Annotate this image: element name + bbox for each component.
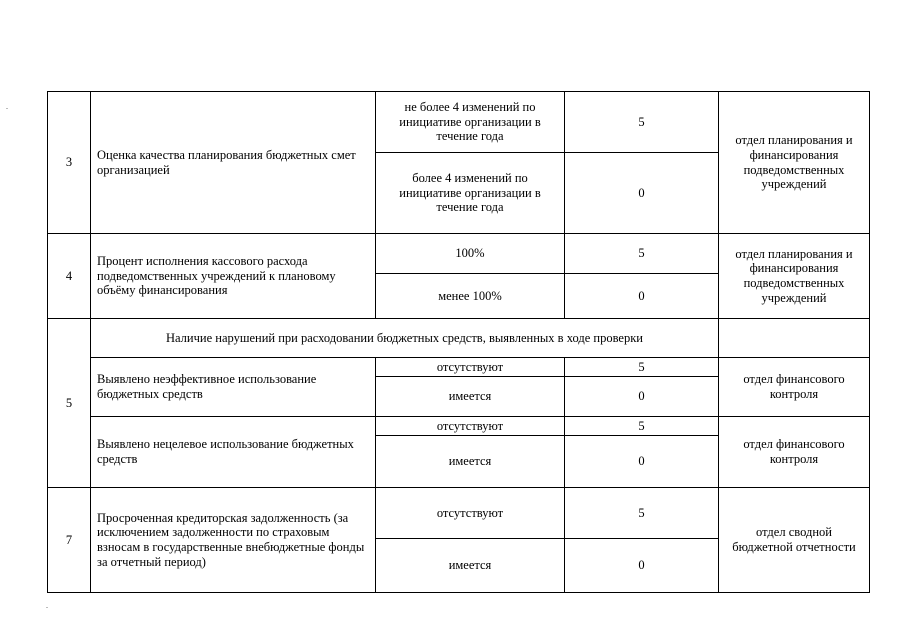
criterion-cell: отсутствуют [376, 488, 565, 539]
criterion-cell: имеется [376, 377, 565, 417]
indicator-cell: Выявлено нецелевое использование бюджетных средств [91, 417, 376, 488]
criterion-cell: отсутствуют [376, 358, 565, 377]
department-cell: отдел финансового контроля [719, 358, 870, 417]
score-cell: 5 [565, 417, 719, 436]
score-cell: 5 [565, 358, 719, 377]
score-cell: 5 [565, 488, 719, 539]
row-number: 7 [48, 488, 91, 593]
score-cell: 0 [565, 539, 719, 593]
table-row [48, 319, 870, 358]
table-row [48, 234, 870, 274]
criterion-cell: менее 100% [376, 274, 565, 319]
row-number: 4 [48, 234, 91, 319]
indicator-cell: Просроченная кредиторская задолженность (за исключением задолженности по страховым взносам в государственные внебюджетные фонды за отчетный период) [91, 488, 376, 593]
criteria-table [47, 91, 870, 593]
score-cell: 5 [565, 234, 719, 274]
score-cell: 0 [565, 436, 719, 488]
table-row [48, 417, 870, 436]
score-cell: 5 [565, 92, 719, 153]
department-cell: отдел планирования и финансирования подведомственных учреждений [719, 234, 870, 319]
section-header: Наличие нарушений при расходовании бюджетных средств, выявленных в ходе проверки [91, 319, 719, 358]
criterion-cell: имеется [376, 539, 565, 593]
criterion-cell: имеется [376, 436, 565, 488]
table-row [48, 92, 870, 153]
empty-cell [719, 319, 870, 358]
scan-mark [46, 607, 48, 608]
indicator-cell: Выявлено неэффективное использование бюджетных средств [91, 358, 376, 417]
criterion-cell: отсутствуют [376, 417, 565, 436]
table-row [48, 358, 870, 377]
criterion-cell: не более 4 изменений по инициативе организации в течение года [376, 92, 565, 153]
scan-mark [6, 108, 8, 109]
row-number: 3 [48, 92, 91, 234]
indicator-cell: Процент исполнения кассового расхода подведомственных учреждений к плановому объёму финансирования [91, 234, 376, 319]
department-cell: отдел сводной бюджетной отчетности [719, 488, 870, 593]
score-cell: 0 [565, 377, 719, 417]
criterion-cell: более 4 изменений по инициативе организации в течение года [376, 153, 565, 234]
department-cell: отдел планирования и финансирования подведомственных учреждений [719, 92, 870, 234]
department-cell: отдел финансового контроля [719, 417, 870, 488]
criterion-cell: 100% [376, 234, 565, 274]
indicator-cell: Оценка качества планирования бюджетных смет организацией [91, 92, 376, 234]
table-row [48, 488, 870, 539]
score-cell: 0 [565, 153, 719, 234]
score-cell: 0 [565, 274, 719, 319]
row-number: 5 [48, 319, 91, 488]
